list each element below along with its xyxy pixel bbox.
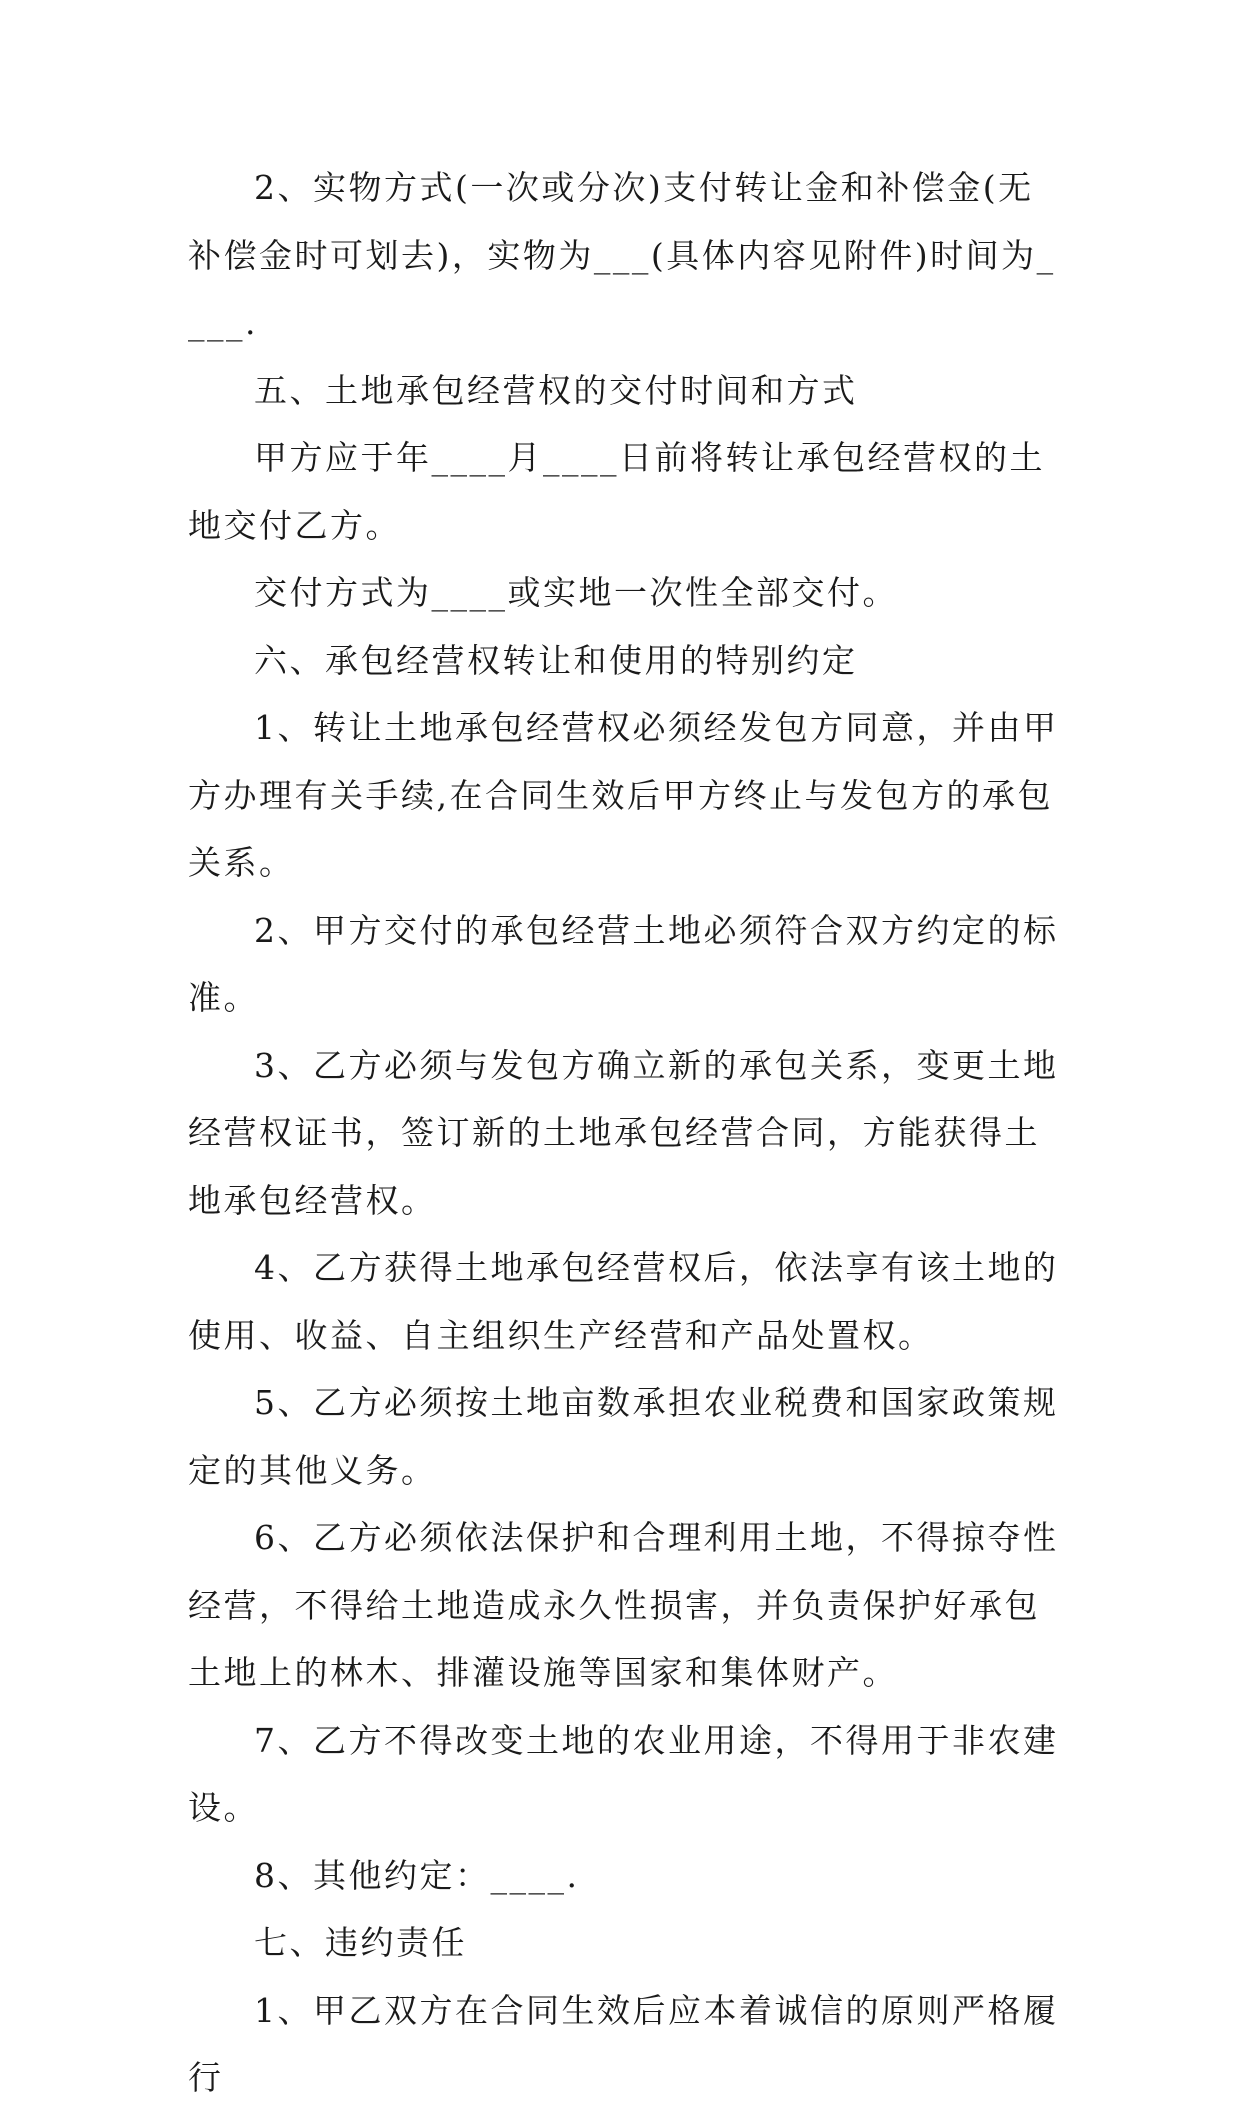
section-heading-delivery: 五、土地承包经营权的交付时间和方式: [254, 370, 858, 410]
paragraph-term-7: 7、乙方不得改变土地的农业用途，不得用于非农建设。: [188, 1720, 1059, 1827]
paragraph-delivery-date: 甲方应于年____月____日前将转让承包经营权的土地交付乙方。: [188, 438, 1045, 545]
document-body: [188, 154, 1068, 2112]
paragraph-term-6: 6、乙方必须依法保护和合理利用土地，不得掠夺性经营，不得给土地造成永久性损害，并负责保护好承包土地上的林木、排灌设施等国家和集体财产。: [188, 1518, 1059, 1692]
paragraph-term-2: 2、甲方交付的承包经营土地必须符合双方约定的标准。: [188, 910, 1059, 1017]
paragraph-term-8: 8、其他约定：____.: [254, 1855, 580, 1895]
paragraph-delivery-method: 交付方式为____或实地一次性全部交付。: [254, 573, 898, 612]
section-heading-special-terms: 六、承包经营权转让和使用的特别约定: [254, 640, 858, 680]
paragraph-term-4: 4、乙方获得土地承包经营权后，依法享有该土地的使用、收益、自主组织生产经营和产品处置权。: [188, 1248, 1059, 1355]
paragraph-payment-in-kind: 2、实物方式(一次或分次)支付转让金和补偿金(无补偿金时可划去)，实物为___(具体内容见附件)时间为____.: [188, 168, 1056, 342]
paragraph-term-1: 1、转让土地承包经营权必须经发包方同意，并由甲方办理有关手续,在合同生效后甲方终止与发包方的承包关系。: [188, 708, 1059, 882]
section-heading-liability: 七、违约责任: [254, 1923, 467, 1962]
paragraph-term-5: 5、乙方必须按土地亩数承担农业税费和国家政策规定的其他义务。: [188, 1383, 1059, 1490]
paragraph-liability-1: 1、甲乙双方在合同生效后应本着诚信的原则严格履行: [188, 1990, 1059, 2097]
paragraph-term-3: 3、乙方必须与发包方确立新的承包关系，变更土地经营权证书，签订新的土地承包经营合同，方能获得土地承包经营权。: [188, 1045, 1059, 1220]
